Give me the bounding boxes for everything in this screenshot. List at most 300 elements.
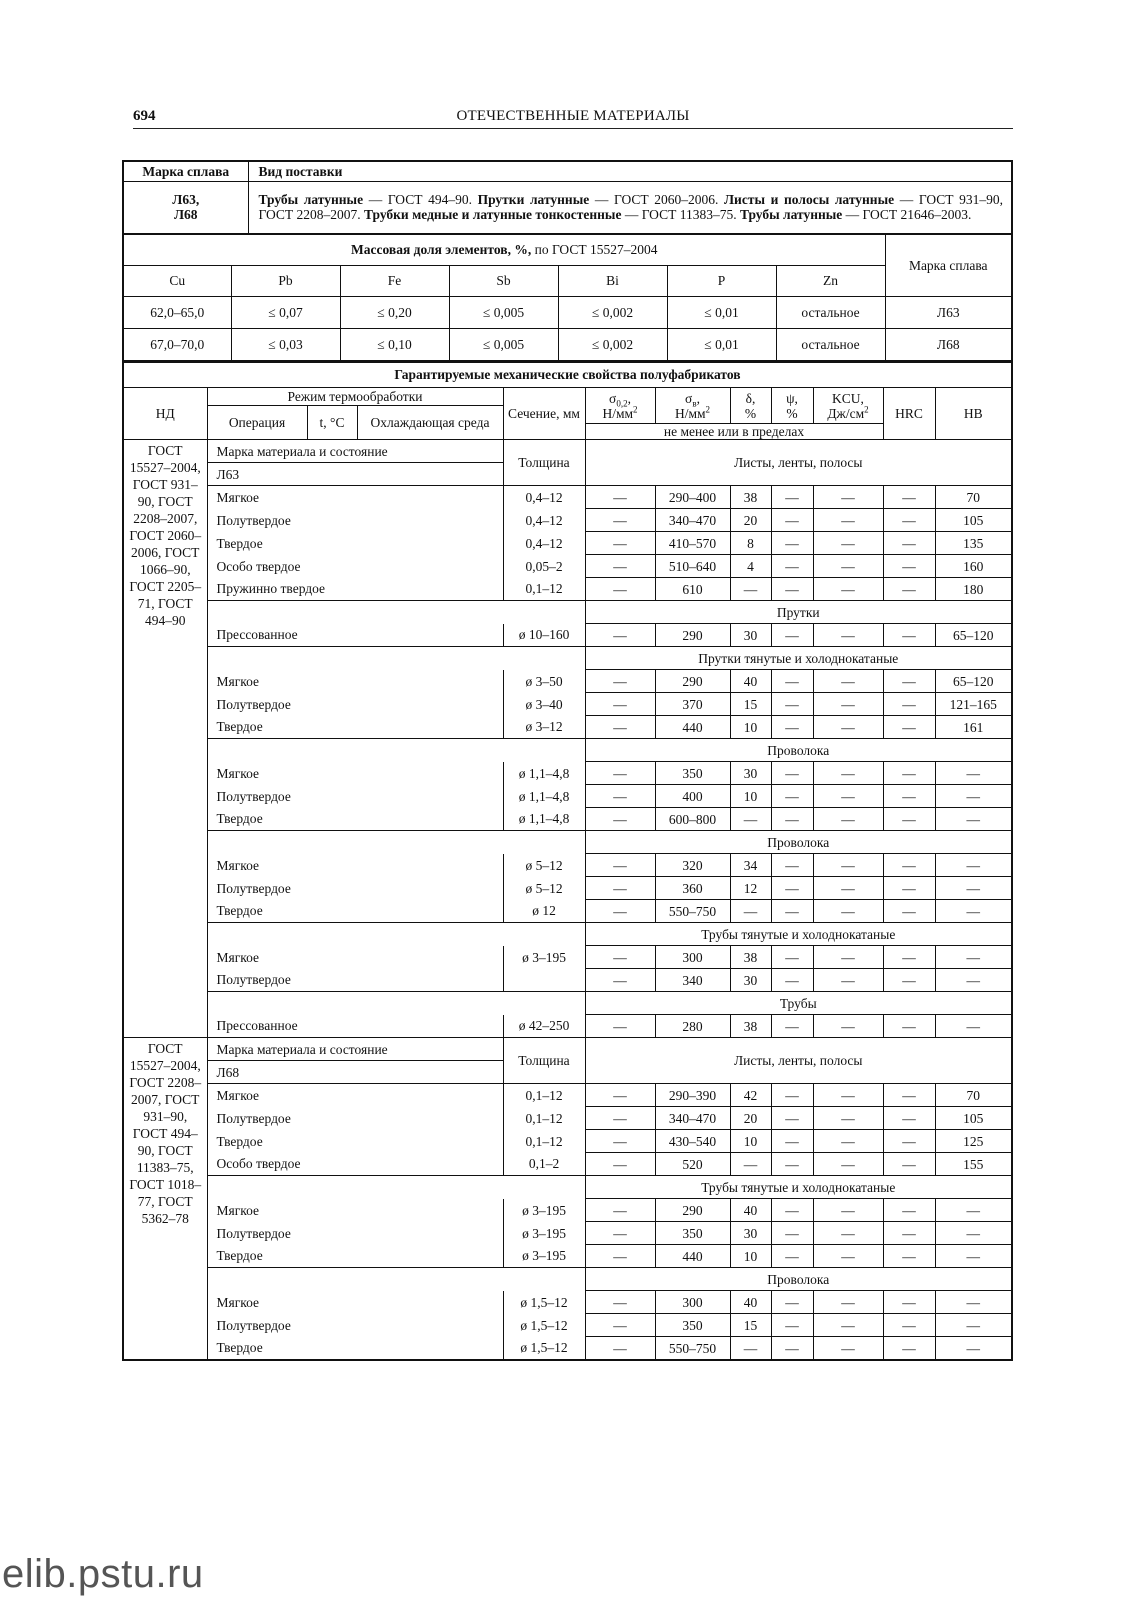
value-cell: — [771, 1107, 813, 1130]
state-cell: Полутвердое [207, 1314, 503, 1337]
value-cell: — [771, 693, 813, 716]
value-cell: — [585, 1130, 655, 1153]
value-cell: — [585, 509, 655, 532]
value-cell: — [883, 624, 935, 647]
value-cell: — [883, 1015, 935, 1038]
composition-title: Массовая доля элементов, %, по ГОСТ 15527–2004 [123, 234, 885, 265]
table-row [123, 1314, 1012, 1337]
value-cell: — [813, 1291, 883, 1314]
section-cell: ø 1,5–12 [503, 1337, 585, 1361]
value-cell: — [771, 1222, 813, 1245]
value-cell: 300 [655, 946, 730, 969]
value-cell: 4 [730, 555, 771, 578]
composition-cell: ≤ 0,07 [231, 296, 340, 328]
value-cell: — [883, 1107, 935, 1130]
section-cell: ø 3–195 [503, 946, 585, 969]
section-cell: ø 1,1–4,8 [503, 808, 585, 831]
table-row [123, 1222, 1012, 1245]
value-cell: 370 [655, 693, 730, 716]
table-row [123, 1291, 1012, 1314]
value-cell: — [771, 532, 813, 555]
value-cell: 70 [935, 486, 1012, 509]
value-cell: 350 [655, 1314, 730, 1337]
section-cell: ø 1,5–12 [503, 1291, 585, 1314]
value-cell: 10 [730, 1130, 771, 1153]
value-cell: — [730, 808, 771, 831]
running-title: ОТЕЧЕСТВЕННЫЕ МАТЕРИАЛЫ [456, 108, 690, 124]
value-cell: 38 [730, 486, 771, 509]
value-cell: — [771, 969, 813, 992]
state-cell: Прессованное [207, 1015, 503, 1038]
table-row [123, 1199, 1012, 1222]
supply-text-run: Трубы латунные [258, 192, 364, 207]
value-cell: 290 [655, 1199, 730, 1222]
section-spacer [207, 923, 585, 946]
value-cell: — [771, 670, 813, 693]
value-cell: — [585, 900, 655, 923]
state-cell: Твердое [207, 900, 503, 923]
value-cell: 320 [655, 854, 730, 877]
composition-alloy-header: Марка сплава [885, 234, 1012, 296]
value-cell: — [585, 578, 655, 601]
value-cell: — [883, 1084, 935, 1107]
value-cell: — [585, 532, 655, 555]
value-cell: — [935, 969, 1012, 992]
value-cell: — [883, 509, 935, 532]
value-cell: — [813, 808, 883, 831]
value-cell: — [585, 716, 655, 739]
element-header: Sb [449, 265, 558, 296]
temperature-header: t, °C [307, 406, 357, 440]
composition-cell: ≤ 0,002 [558, 296, 667, 328]
reduction-header: ψ, % [771, 388, 813, 424]
value-cell: 65–120 [935, 624, 1012, 647]
value-cell: — [813, 1084, 883, 1107]
section-spacer [207, 1268, 585, 1291]
value-cell: 520 [655, 1153, 730, 1176]
value-cell: — [585, 1314, 655, 1337]
value-cell: — [585, 1337, 655, 1361]
value-cell: — [813, 946, 883, 969]
table-row [123, 532, 1012, 555]
element-header: Fe [340, 265, 449, 296]
section-cell: ø 1,1–4,8 [503, 762, 585, 785]
value-cell: — [883, 1337, 935, 1361]
section-title: Трубы тянутые и холоднокатаные [585, 1176, 1012, 1199]
supply-text-run: — ГОСТ 931–90, ГОСТ 2208–2007. [258, 192, 1003, 222]
element-header: P [667, 265, 776, 296]
heat-mode-header: Режим термообработки [207, 388, 503, 406]
table-row [123, 670, 1012, 693]
value-cell: 40 [730, 670, 771, 693]
value-cell: — [883, 1291, 935, 1314]
value-cell: 360 [655, 877, 730, 900]
table-row [123, 1153, 1012, 1176]
value-cell: — [883, 1130, 935, 1153]
value-cell: — [883, 808, 935, 831]
composition-cell: ≤ 0,005 [449, 328, 558, 360]
value-cell: 42 [730, 1084, 771, 1107]
table-row [123, 1245, 1012, 1268]
state-cell: Полутвердое [207, 1107, 503, 1130]
state-cell: Особо твердое [207, 555, 503, 578]
value-cell: 20 [730, 1107, 771, 1130]
value-cell: — [771, 624, 813, 647]
composition-cell: ≤ 0,01 [667, 328, 776, 360]
value-cell: — [883, 693, 935, 716]
value-cell: — [585, 785, 655, 808]
state-cell: Полутвердое [207, 509, 503, 532]
section-spacer [207, 739, 585, 762]
section-cell: 0,1–12 [503, 578, 585, 601]
value-cell: — [585, 624, 655, 647]
section-title-row [123, 1268, 1012, 1291]
section-spacer [207, 647, 585, 670]
value-cell: 40 [730, 1199, 771, 1222]
supply-text-run: — ГОСТ 11383–75. [621, 207, 740, 222]
value-cell: 135 [935, 532, 1012, 555]
mech-body [123, 440, 1012, 1361]
section-cell: 0,1–12 [503, 1107, 585, 1130]
value-cell: 125 [935, 1130, 1012, 1153]
value-cell: — [813, 877, 883, 900]
value-cell: 290–390 [655, 1084, 730, 1107]
value-cell: — [771, 877, 813, 900]
value-cell: — [813, 509, 883, 532]
value-cell: — [813, 532, 883, 555]
value-cell: — [813, 900, 883, 923]
value-cell: 105 [935, 1107, 1012, 1130]
value-cell: — [585, 854, 655, 877]
section-cell: ø 42–250 [503, 1015, 585, 1038]
value-cell: — [813, 1199, 883, 1222]
section-title-row [123, 992, 1012, 1015]
value-cell: — [813, 578, 883, 601]
value-cell: 15 [730, 693, 771, 716]
value-cell: — [585, 1199, 655, 1222]
tensile-strength-header: $\sigma_в$, $Н/мм^2$ [655, 388, 730, 424]
section-cell: ø 3–50 [503, 670, 585, 693]
state-cell: Полутвердое [207, 969, 503, 992]
table-row [123, 900, 1012, 923]
value-cell: 400 [655, 785, 730, 808]
value-cell: — [935, 1015, 1012, 1038]
value-cell: — [585, 877, 655, 900]
section-spacer [207, 1176, 585, 1199]
table-row [123, 854, 1012, 877]
table-row [123, 555, 1012, 578]
mark-label: Марка материала и состояние [207, 1038, 503, 1061]
value-cell: — [883, 1153, 935, 1176]
supply-text-run: — ГОСТ 21646–2003. [842, 207, 972, 222]
value-cell: — [883, 900, 935, 923]
table-row [123, 762, 1012, 785]
supply-text-run: Трубки медные и латунные тонкостенные [364, 207, 622, 222]
table-row [123, 1015, 1012, 1038]
value-cell: — [771, 555, 813, 578]
value-cell: 121–165 [935, 693, 1012, 716]
section-spacer [207, 992, 585, 1015]
value-cell: — [813, 1245, 883, 1268]
table-row [123, 624, 1012, 647]
section-cell: 0,1–12 [503, 1130, 585, 1153]
value-cell: 30 [730, 969, 771, 992]
value-cell: — [585, 1245, 655, 1268]
value-cell: — [935, 946, 1012, 969]
state-cell: Твердое [207, 716, 503, 739]
value-cell: — [883, 762, 935, 785]
table-row [123, 1084, 1012, 1107]
value-cell: — [771, 509, 813, 532]
value-cell: 8 [730, 532, 771, 555]
value-cell: 30 [730, 1222, 771, 1245]
state-cell: Полутвердое [207, 693, 503, 716]
state-cell: Мягкое [207, 670, 503, 693]
composition-cell: ≤ 0,01 [667, 296, 776, 328]
mark-label: Марка материала и состояние [207, 440, 503, 463]
state-cell: Мягкое [207, 486, 503, 509]
value-cell: 550–750 [655, 1337, 730, 1361]
value-cell: — [813, 1337, 883, 1361]
value-cell: 410–570 [655, 532, 730, 555]
section-cell [503, 969, 585, 992]
value-cell: 105 [935, 509, 1012, 532]
value-cell: — [883, 532, 935, 555]
value-cell: — [883, 670, 935, 693]
section-spacer [207, 831, 585, 854]
value-cell: 610 [655, 578, 730, 601]
composition-cell: остальное [776, 328, 885, 360]
value-cell: — [813, 624, 883, 647]
value-cell: 38 [730, 946, 771, 969]
value-cell: — [883, 1222, 935, 1245]
value-cell: — [935, 854, 1012, 877]
state-cell: Мягкое [207, 946, 503, 969]
value-cell: — [935, 1314, 1012, 1337]
watermark: elib.pstu.ru [2, 1552, 204, 1596]
section-cell: ø 3–40 [503, 693, 585, 716]
section-cell: 0,4–12 [503, 509, 585, 532]
value-cell: — [883, 716, 935, 739]
alloy-header: Марка сплава [123, 161, 248, 181]
composition-cell: 62,0–65,0 [123, 296, 231, 328]
value-cell: — [585, 1153, 655, 1176]
state-cell: Мягкое [207, 762, 503, 785]
section-title: Трубы тянутые и холоднокатаные [585, 923, 1012, 946]
value-cell: — [585, 1107, 655, 1130]
value-cell: — [813, 716, 883, 739]
composition-cell: 67,0–70,0 [123, 328, 231, 360]
composition-cell: Л68 [885, 328, 1012, 360]
value-cell: 340 [655, 969, 730, 992]
value-cell: 10 [730, 785, 771, 808]
value-cell: 290 [655, 670, 730, 693]
value-cell: 30 [730, 762, 771, 785]
value-cell: — [935, 1337, 1012, 1361]
value-cell: — [771, 1130, 813, 1153]
section-cell: ø 3–195 [503, 1199, 585, 1222]
table-row [123, 1337, 1012, 1361]
section-title: Трубы [585, 992, 1012, 1015]
state-cell: Мягкое [207, 1199, 503, 1222]
section-cell: ø 5–12 [503, 877, 585, 900]
value-cell: — [935, 877, 1012, 900]
state-cell: Твердое [207, 532, 503, 555]
value-cell: — [585, 969, 655, 992]
value-cell: — [771, 1153, 813, 1176]
value-cell: 350 [655, 762, 730, 785]
value-cell: 30 [730, 624, 771, 647]
table-row [123, 785, 1012, 808]
section-spacer [207, 601, 585, 624]
value-cell: — [771, 854, 813, 877]
value-cell: 350 [655, 1222, 730, 1245]
value-cell: 10 [730, 716, 771, 739]
value-cell: — [730, 1337, 771, 1361]
section-cell: 0,4–12 [503, 532, 585, 555]
value-cell: — [585, 670, 655, 693]
mech-title: Гарантируемые механические свойства полуфабрикатов [123, 362, 1012, 388]
cooling-header: Охлаждающая среда [357, 406, 503, 440]
section-cell: ø 10–160 [503, 624, 585, 647]
section-cell: 0,1–2 [503, 1153, 585, 1176]
alloy-grades: Л63, Л68 [123, 181, 248, 233]
value-cell: — [730, 900, 771, 923]
value-cell: — [883, 969, 935, 992]
value-cell: 290–400 [655, 486, 730, 509]
section-cell: ø 3–195 [503, 1222, 585, 1245]
value-cell: — [771, 716, 813, 739]
value-cell: — [883, 854, 935, 877]
value-cell: — [771, 1314, 813, 1337]
section-label: Толщина [503, 440, 585, 486]
value-cell: — [771, 1245, 813, 1268]
mark-label-row [123, 440, 1012, 463]
value-cell: 510–640 [655, 555, 730, 578]
section-title: Листы, ленты, полосы [585, 1038, 1012, 1084]
value-cell: 340–470 [655, 509, 730, 532]
state-cell: Мягкое [207, 854, 503, 877]
section-cell: ø 5–12 [503, 854, 585, 877]
value-cell: — [585, 1222, 655, 1245]
value-cell: — [813, 670, 883, 693]
state-cell: Твердое [207, 1337, 503, 1361]
value-cell: — [771, 1015, 813, 1038]
supply-header: Вид поставки [248, 161, 1012, 181]
value-cell: — [813, 1130, 883, 1153]
composition-cell: остальное [776, 296, 885, 328]
value-cell: 155 [935, 1153, 1012, 1176]
section-title: Проволока [585, 831, 1012, 854]
yield-strength-header: $\sigma_{0,2}$, $Н/мм^2$ [585, 388, 655, 424]
table-row [123, 486, 1012, 509]
section-cell: ø 1,5–12 [503, 1314, 585, 1337]
value-cell: — [883, 946, 935, 969]
nd-cell: ГОСТ 15527–2004, ГОСТ 931–90, ГОСТ 2208–2007, ГОСТ 2060–2006, ГОСТ 1066–90, ГОСТ 2205–71, ГОСТ 494–90 [123, 440, 207, 1038]
section-title-row [123, 647, 1012, 670]
value-cell: 440 [655, 1245, 730, 1268]
value-cell: — [935, 1222, 1012, 1245]
table-row [123, 509, 1012, 532]
value-cell: — [771, 762, 813, 785]
impact-header: KCU, $Дж/см^2$ [813, 388, 883, 424]
value-cell: 40 [730, 1291, 771, 1314]
composition-row [123, 328, 1012, 360]
supply-text-run: — ГОСТ 2060–2006. [589, 192, 724, 207]
composition-cell: ≤ 0,002 [558, 328, 667, 360]
composition-cell: Л63 [885, 296, 1012, 328]
state-cell: Мягкое [207, 1084, 503, 1107]
state-cell: Пружинно твердое [207, 578, 503, 601]
value-cell: — [771, 1291, 813, 1314]
state-cell: Полутвердое [207, 877, 503, 900]
table-row [123, 946, 1012, 969]
value-cell: — [771, 900, 813, 923]
element-header: Pb [231, 265, 340, 296]
value-cell: — [771, 1199, 813, 1222]
element-header: Bi [558, 265, 667, 296]
min-values-note: не менее или в пределах [585, 424, 883, 440]
element-header: Zn [776, 265, 885, 296]
composition-row [123, 296, 1012, 328]
hrc-header: HRC [883, 388, 935, 440]
table-row [123, 877, 1012, 900]
section-cell: 0,1–12 [503, 1084, 585, 1107]
value-cell: — [813, 1222, 883, 1245]
value-cell: — [730, 578, 771, 601]
table-row [123, 1107, 1012, 1130]
section-cell: ø 3–12 [503, 716, 585, 739]
value-cell: — [883, 1314, 935, 1337]
mechanical-properties-table [122, 361, 1013, 1362]
supply-text-run: Листы и полосы латунные [724, 192, 895, 207]
section-cell: ø 12 [503, 900, 585, 923]
section-cell: ø 1,1–4,8 [503, 785, 585, 808]
state-cell: Твердое [207, 1130, 503, 1153]
nd-header: НД [123, 388, 207, 440]
mark-label-row [123, 1038, 1012, 1061]
value-cell: — [935, 762, 1012, 785]
value-cell: — [813, 1015, 883, 1038]
element-header: Cu [123, 265, 231, 296]
value-cell: 38 [730, 1015, 771, 1038]
value-cell: — [585, 555, 655, 578]
value-cell: — [771, 1084, 813, 1107]
value-cell: — [813, 693, 883, 716]
section-title-row [123, 601, 1012, 624]
elongation-header: δ, % [730, 388, 771, 424]
value-cell: — [813, 785, 883, 808]
value-cell: 290 [655, 624, 730, 647]
value-cell: 600–800 [655, 808, 730, 831]
value-cell: 160 [935, 555, 1012, 578]
value-cell: 65–120 [935, 670, 1012, 693]
value-cell: — [813, 969, 883, 992]
composition-body [123, 296, 1012, 360]
value-cell: — [883, 1199, 935, 1222]
value-cell: — [813, 1153, 883, 1176]
value-cell: — [585, 486, 655, 509]
value-cell: — [585, 1291, 655, 1314]
supply-text-run: — ГОСТ 494–90. [363, 192, 478, 207]
section-label: Толщина [503, 1038, 585, 1084]
value-cell: 440 [655, 716, 730, 739]
table-row [123, 716, 1012, 739]
section-title: Проволока [585, 739, 1012, 762]
composition-header-row [123, 265, 1012, 296]
value-cell: — [585, 946, 655, 969]
section-title: Прутки тянутые и холоднокатаные [585, 647, 1012, 670]
